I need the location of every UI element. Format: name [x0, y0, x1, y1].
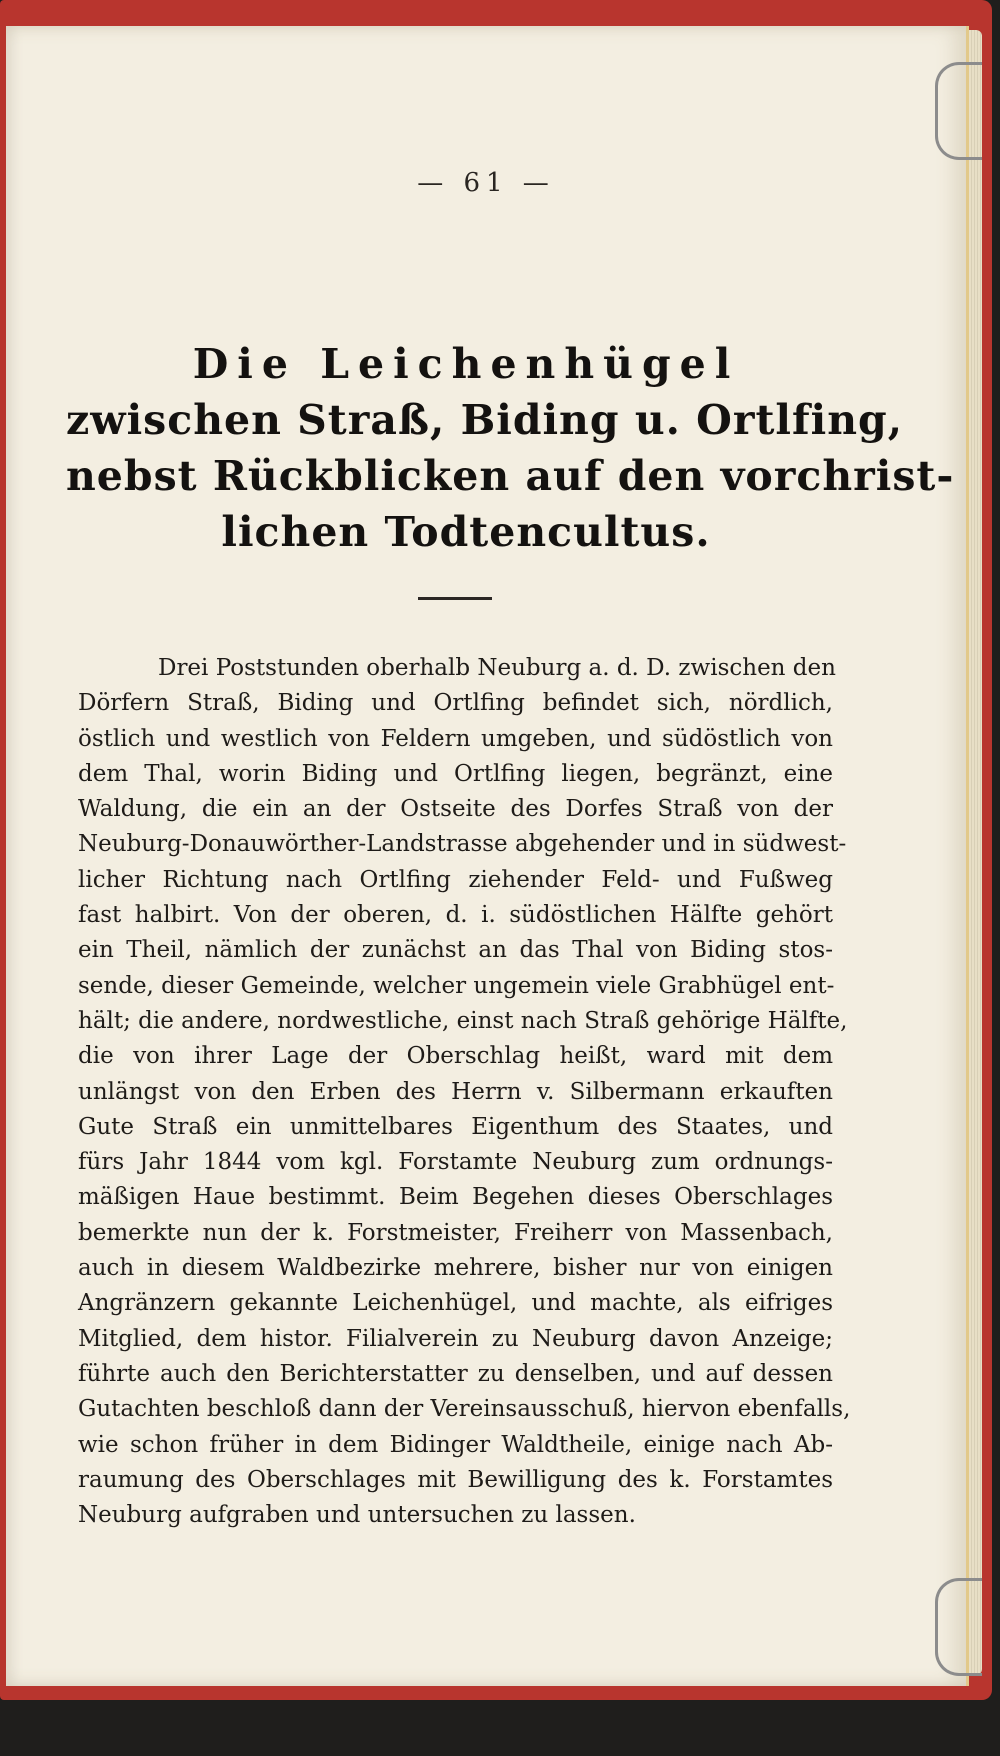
title-line-3: nebst Rückblicken auf den vorchrist- [66, 452, 955, 500]
text-line: fast halbirt. Von der oberen, d. i. südöstlichen Hälfte gehört [78, 902, 833, 929]
title-line-1: Die Leichenhügel [192, 340, 740, 388]
text-line: östlich und westlich von Feldern umgeben, und südöstlich von [78, 725, 833, 752]
text-line: bemerkte nun der k. Forstmeister, Freiherr von Massenbach, [78, 1219, 833, 1246]
title-divider [418, 597, 492, 600]
text-line: wie schon früher in dem Bidinger Waldtheile, einige nach Ab- [78, 1431, 833, 1458]
text-line: Drei Poststunden oberhalb Neuburg a. d. D. zwischen den [158, 655, 836, 681]
text-line: Neuburg aufgraben und untersuchen zu lassen. [78, 1502, 636, 1529]
text-line: Gutachten beschloß dann der Vereinsausschuß, hiervon ebenfalls, [78, 1396, 851, 1423]
body-paragraph [78, 651, 851, 1533]
text-line: auch in diesem Waldbezirke mehrere, bisher nur von einigen [78, 1255, 833, 1282]
title-line-2: zwischen Straß, Biding u. Ortlfing, [66, 396, 903, 444]
title-line-4: lichen Todtencultus. [221, 508, 711, 556]
text-line: Gute Straß ein unmittelbares Eigenthum des Staates, und [78, 1113, 833, 1140]
page-number: — 61 — [417, 168, 555, 198]
text-line: die von ihrer Lage der Oberschlag heißt, ward mit dem [78, 1043, 833, 1070]
text-line: licher Richtung nach Ortlfing ziehender Feld- und Fußweg [78, 866, 833, 893]
text-line: dem Thal, worin Biding und Ortlfing liegen, begränzt, eine [78, 760, 833, 787]
text-line: mäßigen Haue bestimmt. Beim Begehen dieses Oberschlages [78, 1184, 833, 1211]
text-line: sende, dieser Gemeinde, welcher ungemein viele Grabhügel ent- [78, 972, 835, 999]
text-line: unlängst von den Erben des Herrn v. Silbermann erkauften [78, 1078, 833, 1105]
book-page [6, 26, 969, 1686]
text-line: raumung des Oberschlages mit Bewilligung des k. Forstamtes [78, 1466, 833, 1493]
text-line: Waldung, die ein an der Ostseite des Dorfes Straß von der [78, 796, 833, 823]
text-line: Dörfern Straß, Biding und Ortlfing befindet sich, nördlich, [78, 690, 833, 717]
text-line: Angränzern gekannte Leichenhügel, und machte, als eifriges [78, 1290, 833, 1317]
text-line: ein Theil, nämlich der zunächst an das Thal von Biding stos- [78, 937, 833, 964]
chapter-title [66, 336, 955, 560]
text-line: Mitglied, dem histor. Filialverein zu Neuburg davon Anzeige; [78, 1325, 833, 1352]
text-line: fürs Jahr 1844 vom kgl. Forstamte Neuburg zum ordnungs- [78, 1149, 833, 1176]
page-clip-bottom [935, 1578, 982, 1676]
page-clip-top [935, 62, 982, 160]
text-line: führte auch den Berichterstatter zu denselben, und auf dessen [78, 1360, 833, 1387]
text-line: hält; die andere, nordwestliche, einst nach Straß gehörige Hälfte, [78, 1007, 848, 1034]
text-line: Neuburg-Donauwörther-Landstrasse abgehender und in südwest- [78, 831, 847, 858]
